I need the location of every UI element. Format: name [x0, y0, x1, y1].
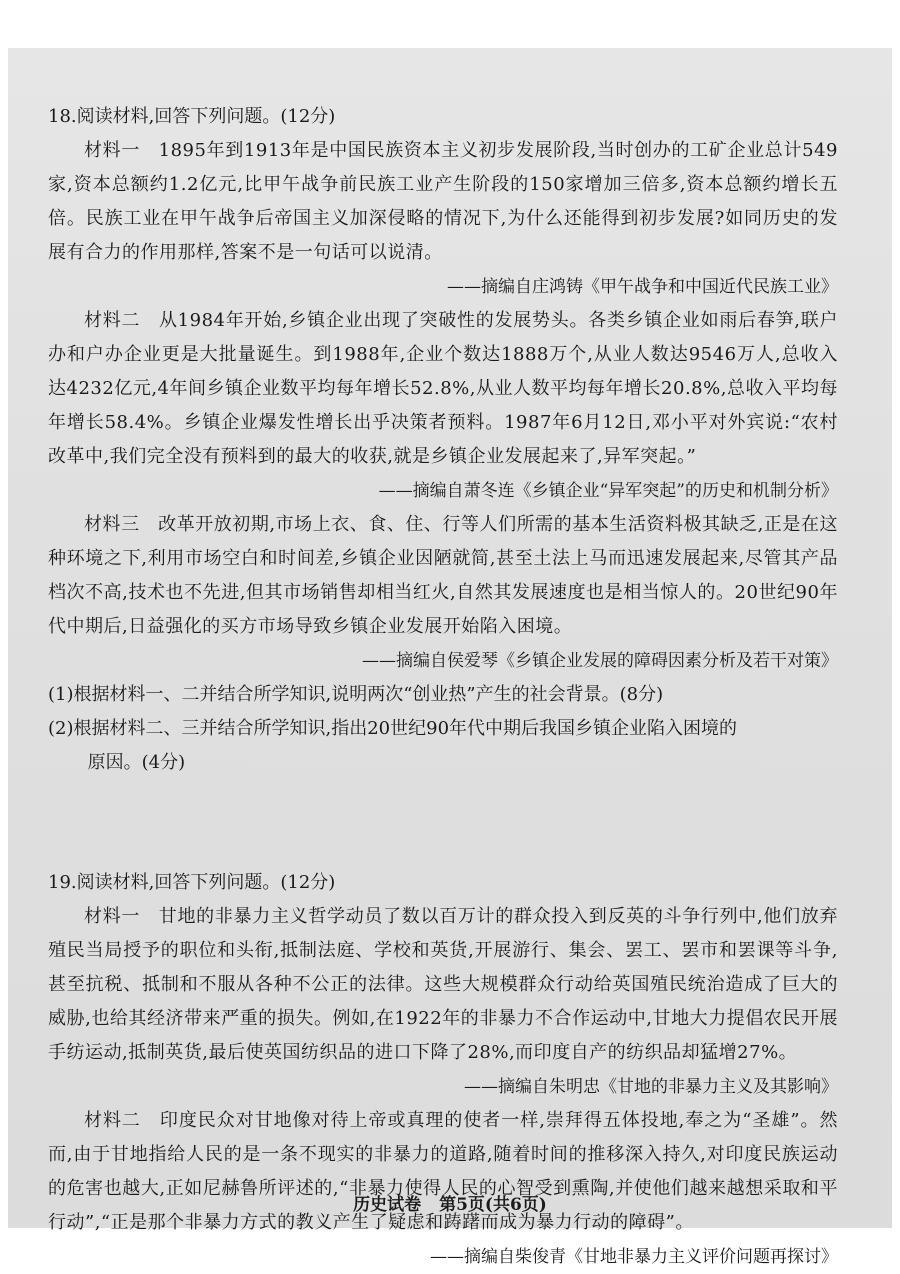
- q18-subquestion-2-continued: 原因。(4分): [87, 752, 186, 773]
- question-18: [48, 100, 838, 780]
- page-footer: [8, 1190, 892, 1215]
- page-content: [48, 100, 838, 1274]
- q19-material-1: 材料一 甘地的非暴力主义哲学动员了数以百万计的群众投入到反英的斗争行列中,他们放弃殖民当局授予的职位和头衔,抵制法庭、学校和英货,开展游行、集会、罢工、罢市和罢课等斗争,甚至抗税、抵制和不服从各种不公正的法律。这些大规模群众行动给英国殖民统治造成了巨大的威胁,也给其经济带来严重的损失。例如,在1922年的非暴力不合作运动中,甘地大力提倡农民开展手纺运动,抵制英货,最后使英国纺织品的进口下降了28%,而印度自产的纺织品却猛增27%。: [48, 906, 838, 1063]
- q18-material-3-source: ——摘编自侯爱琴《乡镇企业发展的障碍因素分析及若干对策》: [362, 651, 838, 671]
- q18-material-3: 材料三 改革开放初期,市场上衣、食、住、行等人们所需的基本生活资料极其缺乏,正是在这种环境之下,利用市场空白和时间差,乡镇企业因陋就简,甚至土法上马而迅速发展起来,尽管其产品档次不高,技术也不先进,但其市场销售却相当红火,自然其发展速度也是相当惊人的。20世纪90年代中期后,日益强化的买方市场导致乡镇企业发展开始陷入困境。: [48, 514, 838, 637]
- q19-material-2-source: ——摘编自柴俊青《甘地非暴力主义评价问题再探讨》: [430, 1247, 838, 1267]
- q18-material-1-source: ——摘编自庄鸿铸《甲午战争和中国近代民族工业》: [447, 277, 838, 297]
- question-19-title: 19.阅读材料,回答下列问题。(12分): [48, 872, 336, 893]
- footer-page-number: 第5页(共6页): [439, 1195, 547, 1215]
- q19-material-1-source: ——摘编自朱明忠《甘地的非暴力主义及其影响》: [464, 1077, 838, 1097]
- footer-subject: 历史试卷: [353, 1195, 422, 1215]
- exam-page: [8, 48, 892, 1267]
- q18-material-2: 材料二 从1984年开始,乡镇企业出现了突破性的发展势头。各类乡镇企业如雨后春笋,联户办和户办企业更是大批量诞生。到1988年,企业个数达1888万个,从业人数达9546万人,总收入达4232亿元,4年间乡镇企业数平均每年增长52.8%,从业人数平均每年增长20.8%,总收入平均每年增长58.4%。乡镇企业爆发性增长出乎决策者预料。1987年6月12日,邓小平对外宾说:“农村改革中,我们完全没有预料到的最大的收获,就是乡镇企业发展起来了,异军突起。”: [48, 310, 838, 467]
- q18-subquestion-1: (1)根据材料一、二并结合所学知识,说明两次“创业热”产生的社会背景。(8分): [48, 684, 664, 705]
- q19-material-2: 材料二 印度民众对甘地像对待上帝或真理的使者一样,崇拜得五体投地,奉之为“圣雄”。然而,由于甘地指给人民的是一条不现实的非暴力的道路,随着时间的推移深入持久,对印度民族运动的危害也越大,正如尼赫鲁所评述的,“非暴力使得人民的心智受到熏陶,并使他们越来越想采取和平行动”,“正是那个非暴力方式的教义产生了疑虑和踌躇而成为暴力行动的障碍”。: [48, 1110, 838, 1233]
- q18-subquestion-2: (2)根据材料二、三并结合所学知识,指出20世纪90年代中期后我国乡镇企业陷入困境的: [48, 718, 738, 739]
- question-18-title: 18.阅读材料,回答下列问题。(12分): [48, 106, 336, 127]
- q18-material-2-source: ——摘编自萧冬连《乡镇企业“异军突起”的历史和机制分析》: [378, 481, 838, 501]
- q18-material-1: 材料一 1895年到1913年是中国民族资本主义初步发展阶段,当时创办的工矿企业总计549家,资本总额约1.2亿元,比甲午战争前民族工业产生阶段的150家增加三倍多,资本总额约增长五倍。民族工业在甲午战争后帝国主义加深侵略的情况下,为什么还能得到初步发展?如同历史的发展有合力的作用那样,答案不是一句话可以说清。: [48, 140, 838, 263]
